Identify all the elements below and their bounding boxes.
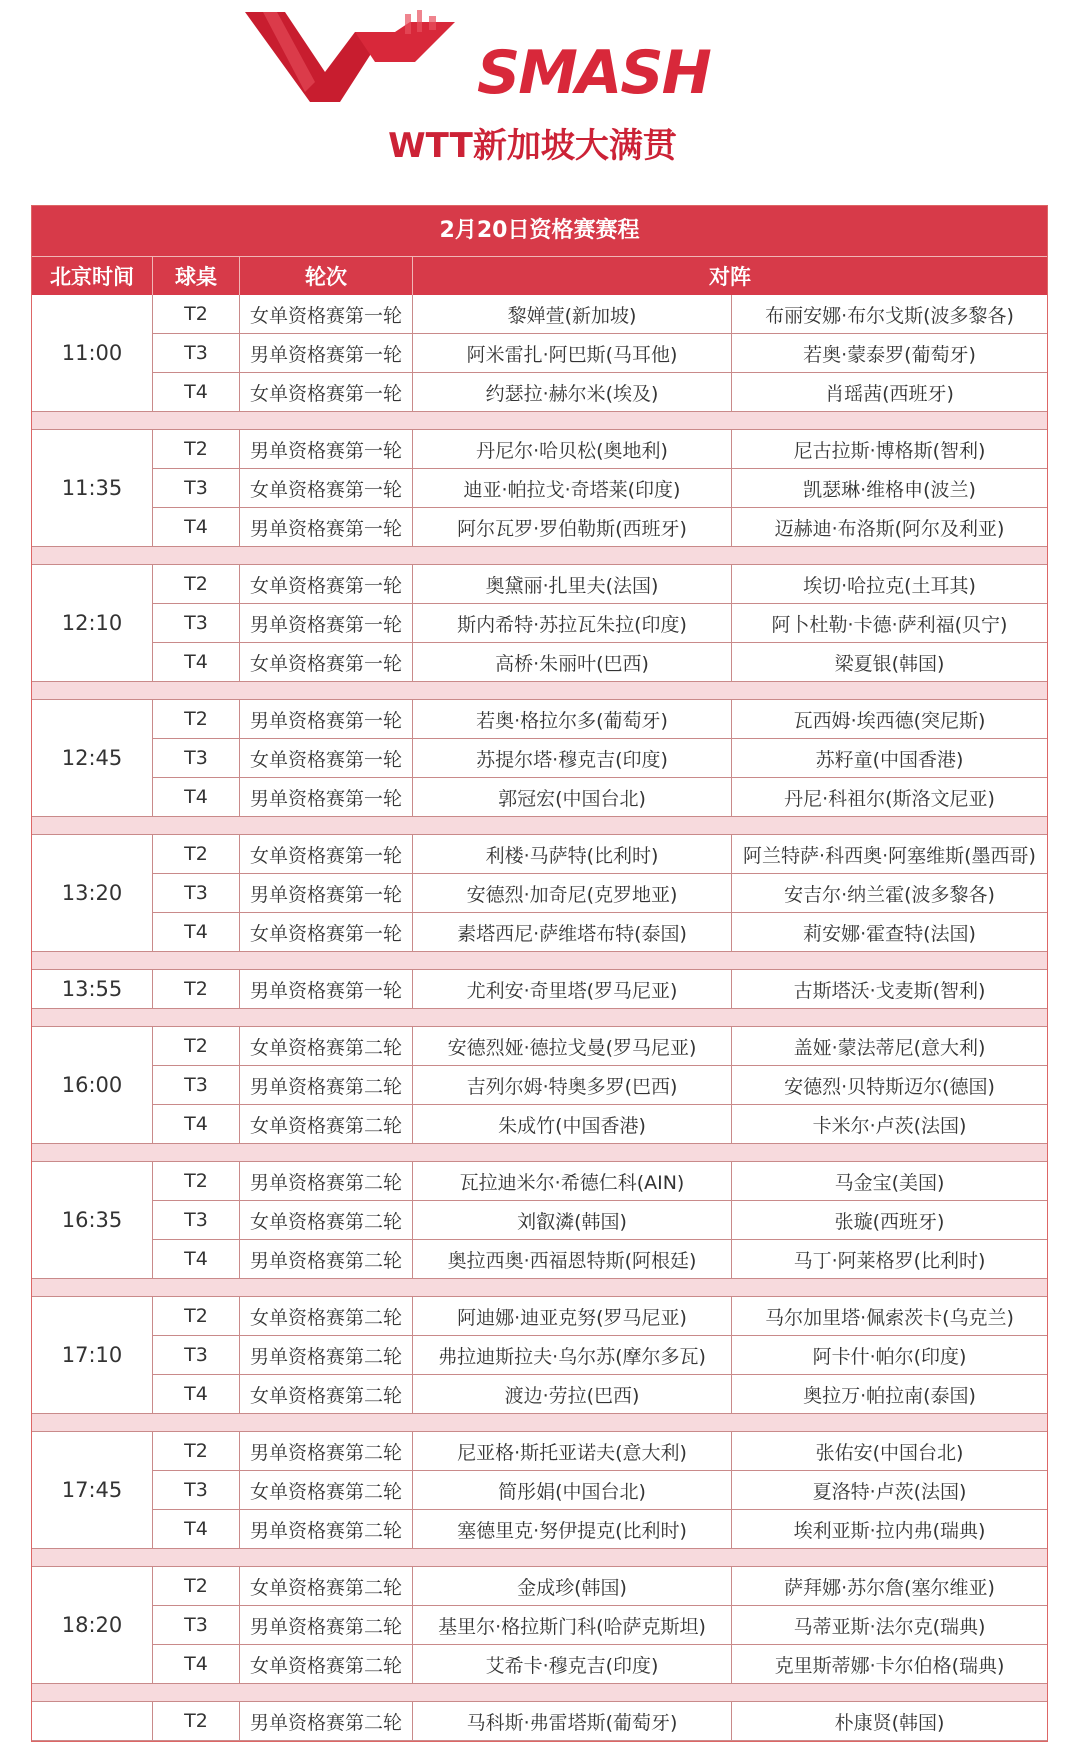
match-rows [153,565,1047,681]
match-row [153,1105,1047,1143]
round-cell: 女单资格赛第一轮 [240,469,413,507]
player-two-cell: 盖娅·蒙法蒂尼(意大利) [793,1036,986,1059]
player-two-cell: 马丁·阿莱格罗(比利时) [793,1249,986,1272]
time-slot-group [32,970,1047,1009]
player-two-cell: 朴康贤(韩国) [834,1711,945,1734]
round-cell: 女单资格赛第一轮 [240,739,413,777]
table-cell: T4 [153,373,240,411]
group-separator [32,1009,1047,1027]
group-separator [32,1279,1047,1297]
match-row [153,334,1047,373]
player-one-cell: 阿尔瓦罗·罗伯勒斯(西班牙) [413,508,732,546]
time-slot-group [32,565,1047,682]
time-slot-cell: 17:10 [32,1297,153,1413]
table-cell: T4 [153,1105,240,1143]
match-row [153,913,1047,951]
player-one-cell: 丹尼尔·哈贝松(奥地利) [413,430,732,468]
match-row [153,1432,1047,1471]
player-one-cell: 素塔西尼·萨维塔布特(泰国) [413,913,732,951]
table-cell: T3 [153,1606,240,1644]
event-title: WTT新加坡大满贯 [388,126,677,166]
round-cell: 男单资格赛第一轮 [240,604,413,642]
player-one-cell: 阿米雷扎·阿巴斯(马耳他) [413,334,732,372]
player-one-cell: 约瑟拉·赫尔米(埃及) [413,373,732,411]
round-cell: 男单资格赛第二轮 [240,1510,413,1548]
player-two-cell: 尼古拉斯·博格斯(智利) [793,439,986,462]
group-separator [32,412,1047,430]
group-separator [32,1414,1047,1432]
player-two-cell: 肖瑶茜(西班牙) [825,382,954,405]
table-cell: T2 [153,1027,240,1065]
player-one-cell: 渡边·劳拉(巴西) [413,1375,732,1413]
player-two-cell: 张佑安(中国台北) [815,1441,964,1464]
match-rows [153,835,1047,951]
player-two-cell: 克里斯蒂娜·卡尔伯格(瑞典) [774,1654,1005,1677]
column-header-round: 轮次 [240,257,413,295]
player-one-cell: 安德烈·加奇尼(克罗地亚) [413,874,732,912]
table-cell: T3 [153,334,240,372]
match-row [153,1606,1047,1645]
round-cell: 男单资格赛第二轮 [240,1336,413,1374]
time-slot-group [32,1027,1047,1144]
player-one-cell: 尤利安·奇里塔(罗马尼亚) [413,970,732,1008]
player-two-cell: 马金宝(美国) [834,1171,945,1194]
player-one-cell: 弗拉迪斯拉夫·乌尔苏(摩尔多瓦) [413,1336,732,1374]
round-cell: 男单资格赛第一轮 [240,778,413,816]
round-cell: 女单资格赛第二轮 [240,1105,413,1143]
player-one-cell: 斯内希特·苏拉瓦朱拉(印度) [413,604,732,642]
player-two-cell: 奥拉万·帕拉南(泰国) [803,1384,976,1407]
table-cell: T2 [153,1567,240,1605]
player-one-cell: 艾希卡·穆克吉(印度) [413,1645,732,1683]
match-rows [153,1027,1047,1143]
player-one-cell: 奥拉西奥·西福恩特斯(阿根廷) [413,1240,732,1278]
table-cell: T3 [153,1336,240,1374]
table-cell: T2 [153,1297,240,1335]
player-one-cell: 瓦拉迪米尔·希德仁科(AIN) [413,1162,732,1200]
time-slot-group [32,1567,1047,1684]
time-slot-cell: 16:00 [32,1027,153,1143]
round-cell: 男单资格赛第二轮 [240,1162,413,1200]
time-slot-cell: 18:20 [32,1567,153,1683]
table-cell: T3 [153,1066,240,1104]
player-two-cell: 安德烈·贝特斯迈尔(德国) [784,1075,995,1098]
round-cell: 男单资格赛第一轮 [240,970,413,1008]
schedule-body [32,295,1047,1741]
player-two-cell: 阿卡什·帕尔(印度) [812,1345,967,1368]
match-row [153,643,1047,681]
table-cell: T2 [153,1432,240,1470]
group-separator [32,1549,1047,1567]
match-rows [153,1702,1047,1740]
table-cell: T3 [153,874,240,912]
player-two-cell: 梁夏银(韩国) [834,652,945,675]
table-cell: T4 [153,778,240,816]
player-two-cell: 夏洛特·卢茨(法国) [812,1480,967,1503]
round-cell: 女单资格赛第二轮 [240,1471,413,1509]
round-cell: 男单资格赛第一轮 [240,430,413,468]
table-cell: T4 [153,1510,240,1548]
player-two-cell: 若奥·蒙泰罗(葡萄牙) [803,343,976,366]
time-slot-cell: 13:20 [32,835,153,951]
schedule-banner: 2月20日资格赛赛程 [32,206,1047,257]
player-two-cell: 萨拜娜·苏尔詹(塞尔维亚) [784,1576,995,1599]
match-row [153,295,1047,334]
player-two-cell: 瓦西姆·埃西德(突尼斯) [793,709,986,732]
round-cell: 女单资格赛第二轮 [240,1645,413,1683]
round-cell: 男单资格赛第二轮 [240,1606,413,1644]
match-row [153,469,1047,508]
player-two-cell: 苏籽童(中国香港) [815,748,964,771]
player-one-cell: 黎婵萱(新加坡) [413,295,732,333]
player-two-cell: 张璇(西班牙) [834,1210,945,1233]
time-slot-group [32,430,1047,547]
player-two-cell: 布丽安娜·布尔戈斯(波多黎各) [765,304,1014,327]
player-two-cell: 凯瑟琳·维格申(波兰) [803,478,976,501]
schedule-table [31,205,1048,1742]
group-separator [32,682,1047,700]
match-row [153,1066,1047,1105]
table-cell: T4 [153,1240,240,1278]
player-one-cell: 安德烈娅·德拉戈曼(罗马尼亚) [413,1027,732,1065]
player-two-cell: 马蒂亚斯·法尔克(瑞典) [793,1615,986,1638]
match-rows [153,1297,1047,1413]
time-slot-cell: 11:35 [32,430,153,546]
player-two-cell: 安吉尔·纳兰霍(波多黎各) [784,883,995,906]
wtt-logo-icon [245,2,475,107]
round-cell: 男单资格赛第二轮 [240,1432,413,1470]
player-one-cell: 郭冠宏(中国台北) [413,778,732,816]
player-one-cell: 阿迪娜·迪亚克努(罗马尼亚) [413,1297,732,1335]
round-cell: 女单资格赛第二轮 [240,1567,413,1605]
match-row [153,970,1047,1008]
time-slot-cell: 17:45 [32,1432,153,1548]
table-cell: T2 [153,700,240,738]
match-row [153,565,1047,604]
time-slot-group [32,1432,1047,1549]
player-one-cell: 朱成竹(中国香港) [413,1105,732,1143]
match-row [153,1297,1047,1336]
table-cell: T3 [153,469,240,507]
time-slot-cell: 11:00 [32,295,153,411]
player-two-cell: 迈赫迪·布洛斯(阿尔及利亚) [774,517,1005,540]
group-separator [32,817,1047,835]
table-cell: T3 [153,604,240,642]
group-separator [32,1144,1047,1162]
player-two-cell: 埃利亚斯·拉内弗(瑞典) [793,1519,986,1542]
player-one-cell: 利楼·马萨特(比利时) [413,835,732,873]
round-cell: 女单资格赛第二轮 [240,1375,413,1413]
player-two-cell: 阿卜杜勒·卡德·萨利福(贝宁) [771,613,1008,636]
player-two-cell: 莉安娜·霍查特(法国) [803,922,976,945]
match-rows [153,1162,1047,1278]
time-slot-cell: 13:55 [32,970,153,1008]
match-row [153,1510,1047,1548]
group-separator [32,1684,1047,1702]
time-slot-cell [32,1702,153,1740]
brand-logo-text: SMASH [477,38,710,108]
table-cell: T2 [153,1162,240,1200]
time-slot-group [32,1297,1047,1414]
player-two-cell: 阿兰特萨·科西奥·阿塞维斯(墨西哥) [743,844,1036,867]
table-cell: T3 [153,739,240,777]
table-cell: T2 [153,430,240,468]
table-cell: T4 [153,913,240,951]
match-row [153,835,1047,874]
group-separator [32,952,1047,970]
round-cell: 女单资格赛第二轮 [240,1027,413,1065]
player-one-cell: 尼亚格·斯托亚诺夫(意大利) [413,1432,732,1470]
player-one-cell: 苏提尔塔·穆克吉(印度) [413,739,732,777]
table-cell: T4 [153,643,240,681]
player-one-cell: 基里尔·格拉斯门科(哈萨克斯坦) [413,1606,732,1644]
player-one-cell: 高桥·朱丽叶(巴西) [413,643,732,681]
match-rows [153,1567,1047,1683]
player-one-cell: 马科斯·弗雷塔斯(葡萄牙) [413,1702,732,1740]
column-header-time: 北京时间 [32,257,153,295]
match-row [153,1702,1047,1740]
table-cell: T4 [153,1375,240,1413]
round-cell: 女单资格赛第一轮 [240,565,413,603]
column-header-matchup: 对阵 [709,265,751,289]
round-cell: 男单资格赛第一轮 [240,508,413,546]
time-slot-cell: 16:35 [32,1162,153,1278]
table-cell: T4 [153,508,240,546]
table-cell: T3 [153,1201,240,1239]
match-rows [153,700,1047,816]
column-header-row [32,257,1047,295]
table-cell: T4 [153,1645,240,1683]
player-one-cell: 若奥·格拉尔多(葡萄牙) [413,700,732,738]
round-cell: 女单资格赛第一轮 [240,373,413,411]
player-one-cell: 吉列尔姆·特奥多罗(巴西) [413,1066,732,1104]
player-two-cell: 古斯塔沃·戈麦斯(智利) [793,979,986,1002]
time-slot-group [32,1702,1047,1741]
match-row [153,1471,1047,1510]
round-cell: 女单资格赛第二轮 [240,1297,413,1335]
match-row [153,1240,1047,1278]
time-slot-group [32,700,1047,817]
match-row [153,778,1047,816]
player-one-cell: 迪亚·帕拉戈·奇塔莱(印度) [413,469,732,507]
player-two-cell: 埃切·哈拉克(土耳其) [803,574,976,597]
time-slot-group [32,1162,1047,1279]
time-slot-group [32,295,1047,412]
time-slot-group [32,835,1047,952]
match-rows [153,295,1047,411]
match-row [153,508,1047,546]
match-row [153,1336,1047,1375]
round-cell: 男单资格赛第二轮 [240,1066,413,1104]
match-row [153,1162,1047,1201]
match-rows [153,1432,1047,1548]
header [0,0,1065,200]
round-cell: 男单资格赛第一轮 [240,334,413,372]
player-one-cell: 金成珍(韩国) [413,1567,732,1605]
match-row [153,1567,1047,1606]
match-row [153,1645,1047,1683]
match-row [153,739,1047,778]
player-one-cell: 刘叡潾(韩国) [413,1201,732,1239]
match-row [153,1027,1047,1066]
match-row [153,1201,1047,1240]
table-cell: T2 [153,565,240,603]
match-row [153,373,1047,411]
round-cell: 女单资格赛第一轮 [240,643,413,681]
player-one-cell: 塞德里克·努伊提克(比利时) [413,1510,732,1548]
round-cell: 女单资格赛第二轮 [240,1201,413,1239]
round-cell: 男单资格赛第二轮 [240,1702,413,1740]
match-row [153,700,1047,739]
table-cell: T2 [153,970,240,1008]
match-row [153,1375,1047,1413]
column-header-table: 球桌 [153,257,240,295]
player-two-cell: 丹尼·科祖尔(斯洛文尼亚) [784,787,995,810]
round-cell: 女单资格赛第一轮 [240,295,413,333]
table-cell: T2 [153,1702,240,1740]
round-cell: 男单资格赛第一轮 [240,874,413,912]
table-cell: T3 [153,1471,240,1509]
match-row [153,874,1047,913]
round-cell: 女单资格赛第一轮 [240,913,413,951]
player-one-cell: 奥黛丽·扎里夫(法国) [413,565,732,603]
match-rows [153,430,1047,546]
round-cell: 女单资格赛第一轮 [240,835,413,873]
round-cell: 男单资格赛第一轮 [240,700,413,738]
table-cell: T2 [153,835,240,873]
player-one-cell: 简彤娟(中国台北) [413,1471,732,1509]
match-row [153,430,1047,469]
match-row [153,604,1047,643]
time-slot-cell: 12:45 [32,700,153,816]
player-two-cell: 卡米尔·卢茨(法国) [812,1114,967,1137]
player-two-cell: 马尔加里塔·佩索茨卡(乌克兰) [765,1306,1014,1329]
time-slot-cell: 12:10 [32,565,153,681]
table-cell: T2 [153,295,240,333]
round-cell: 男单资格赛第二轮 [240,1240,413,1278]
match-rows [153,970,1047,1008]
group-separator [32,547,1047,565]
